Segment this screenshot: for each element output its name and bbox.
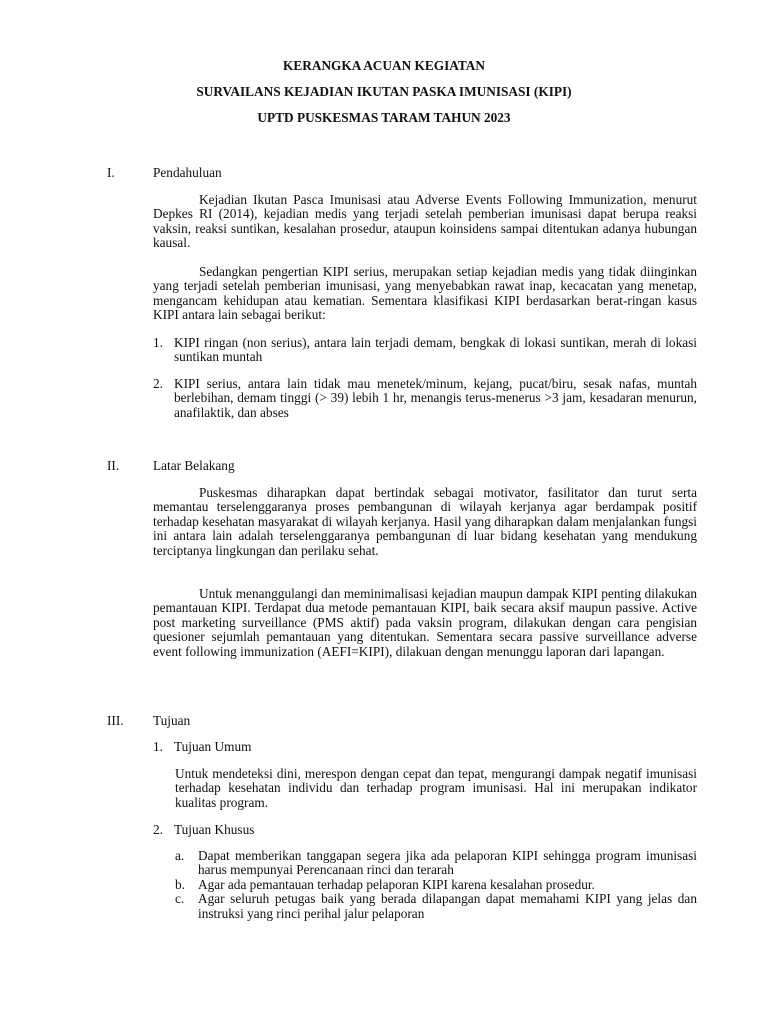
subsection-title: Tujuan Umum	[174, 739, 252, 754]
list-item-letter: b.	[175, 876, 185, 892]
list-item-letter: c.	[175, 891, 185, 907]
list-item-text: Dapat memberikan tanggapan segera jika ada pelaporan KIPI sehingga program imunisasi harus mempunyai Perencanaan rinci dan terarah	[198, 848, 697, 878]
section-heading-tujuan: Tujuan	[153, 713, 191, 728]
list-item-letter: a.	[175, 848, 185, 863]
list-item-text: KIPI ringan (non serius), antara lain terjadi demam, bengkak di lokasi suntikan, merah di lokasi suntikan muntah	[174, 335, 697, 365]
list-item-number: 2.	[153, 375, 163, 391]
subsection-number: 2.	[153, 822, 163, 837]
subsection-heading-tujuan-umum	[153, 740, 251, 754]
paragraph-text: Untuk menanggulangi dan meminimalisasi kejadian maupun dampak KIPI penting dilakukan pemantauan KIPI. Terdapat dua metode pemantauan KIPI, baik secara aksif maupun passive. Active post marketing surveillance (PMS aktif) pada vaksin program, dilakukan dengan cara pengisian quesioner sejumlah pemantauan yang ditentukan. Sementara secara passive surveillance adverse event following immunization (AEFI=KIPI), dilakuan dengan menunggu laporan dari lapangan.	[153, 586, 697, 659]
paragraph	[153, 486, 697, 558]
section-heading-latar-belakang: Latar Belakang	[153, 458, 235, 473]
list-item	[175, 878, 697, 892]
kipi-classification-list	[153, 336, 697, 420]
list-item-text: Agar seluruh petugas baik yang berada dilapangan dapat memahami KIPI yang jelas dan instruksi yang rinci perihal jalur pelaporan	[198, 891, 697, 921]
section-number: I.	[107, 165, 115, 180]
paragraph-text: Kejadian Ikutan Pasca Imunisasi atau Adverse Events Following Immunization, menurut Depkes RI (2014), kejadian medis yang terjadi setelah pemberian imunisasi dapat berupa reaksi vaksin, reaksi suntikan, kesalahan prosedur, ataupun koinsidens sampai ditentukan adanya hubungan kausal.	[153, 192, 697, 251]
document-subtitle-institution: UPTD PUSKESMAS TARAM TAHUN 2023	[257, 110, 511, 125]
document-title: KERANGKA ACUAN KEGIATAN	[283, 58, 485, 73]
list-item-number: 1.	[153, 335, 163, 350]
paragraph	[153, 193, 697, 251]
list-item-text: Agar ada pemantauan terhadap pelaporan KIPI karena kesalahan prosedur.	[198, 876, 595, 892]
document-title-block	[0, 58, 768, 126]
paragraph-text: Puskesmas diharapkan dapat bertindak sebagai motivator, fasilitator dan turut serta memantau terselenggaranya proses pembangunan di wilayah kerjanya agar berdampak positif terhadap kesehatan masyarakat di wilayah kerjanya. Hasil yang diharapkan dalam menjalankan fungsi ini antara lain adalah terselenggaranya pembangunan di luar bidang kesehatan yang mendukung terciptanya lingkungan dan perilaku sehat.	[153, 485, 697, 558]
section-heading-pendahuluan: Pendahuluan	[153, 165, 222, 180]
list-item	[175, 892, 697, 921]
list-item	[175, 849, 697, 878]
subsection-title: Tujuan Khusus	[174, 822, 255, 837]
subsection-paragraph: Untuk mendeteksi dini, merespon dengan cepat dan tepat, mengurangi dampak negatif imunisasi terhadap kesehatan individu dan terhadap program imunisasi. Hal ini merupakan indikator kualitas program.	[175, 766, 697, 810]
section-number: III.	[107, 713, 124, 728]
document-subtitle: SURVAILANS KEJADIAN IKUTAN PASKA IMUNISASI (KIPI)	[196, 84, 572, 99]
tujuan-khusus-list	[175, 849, 697, 921]
paragraph	[153, 587, 697, 659]
list-item-text: KIPI serius, antara lain tidak mau menetek/minum, kejang, pucat/biru, sesak nafas, muntah berlebihan, demam tinggi (> 39) lebih 1 hr, menangis terus-menerus >3 jam, kesadaran menurun, anafilaktik, dan abses	[174, 375, 697, 420]
list-item	[153, 377, 697, 420]
subsection-heading-tujuan-khusus	[153, 823, 254, 837]
subsection-number: 1.	[153, 739, 163, 754]
paragraph-text: Sedangkan pengertian KIPI serius, merupakan setiap kejadian medis yang tidak diinginkan yang terjadi setelah pemberian imunisasi, yang menyebabkan rawat inap, kecacatan yang menetap, mengancam kehidupan atau kematian. Sementara klasifikasi KIPI berdasarkan berat-ringan kasus KIPI antara lain sebagai berikut:	[153, 264, 697, 323]
section-number: II.	[107, 458, 120, 473]
paragraph	[153, 265, 697, 323]
list-item	[153, 336, 697, 365]
